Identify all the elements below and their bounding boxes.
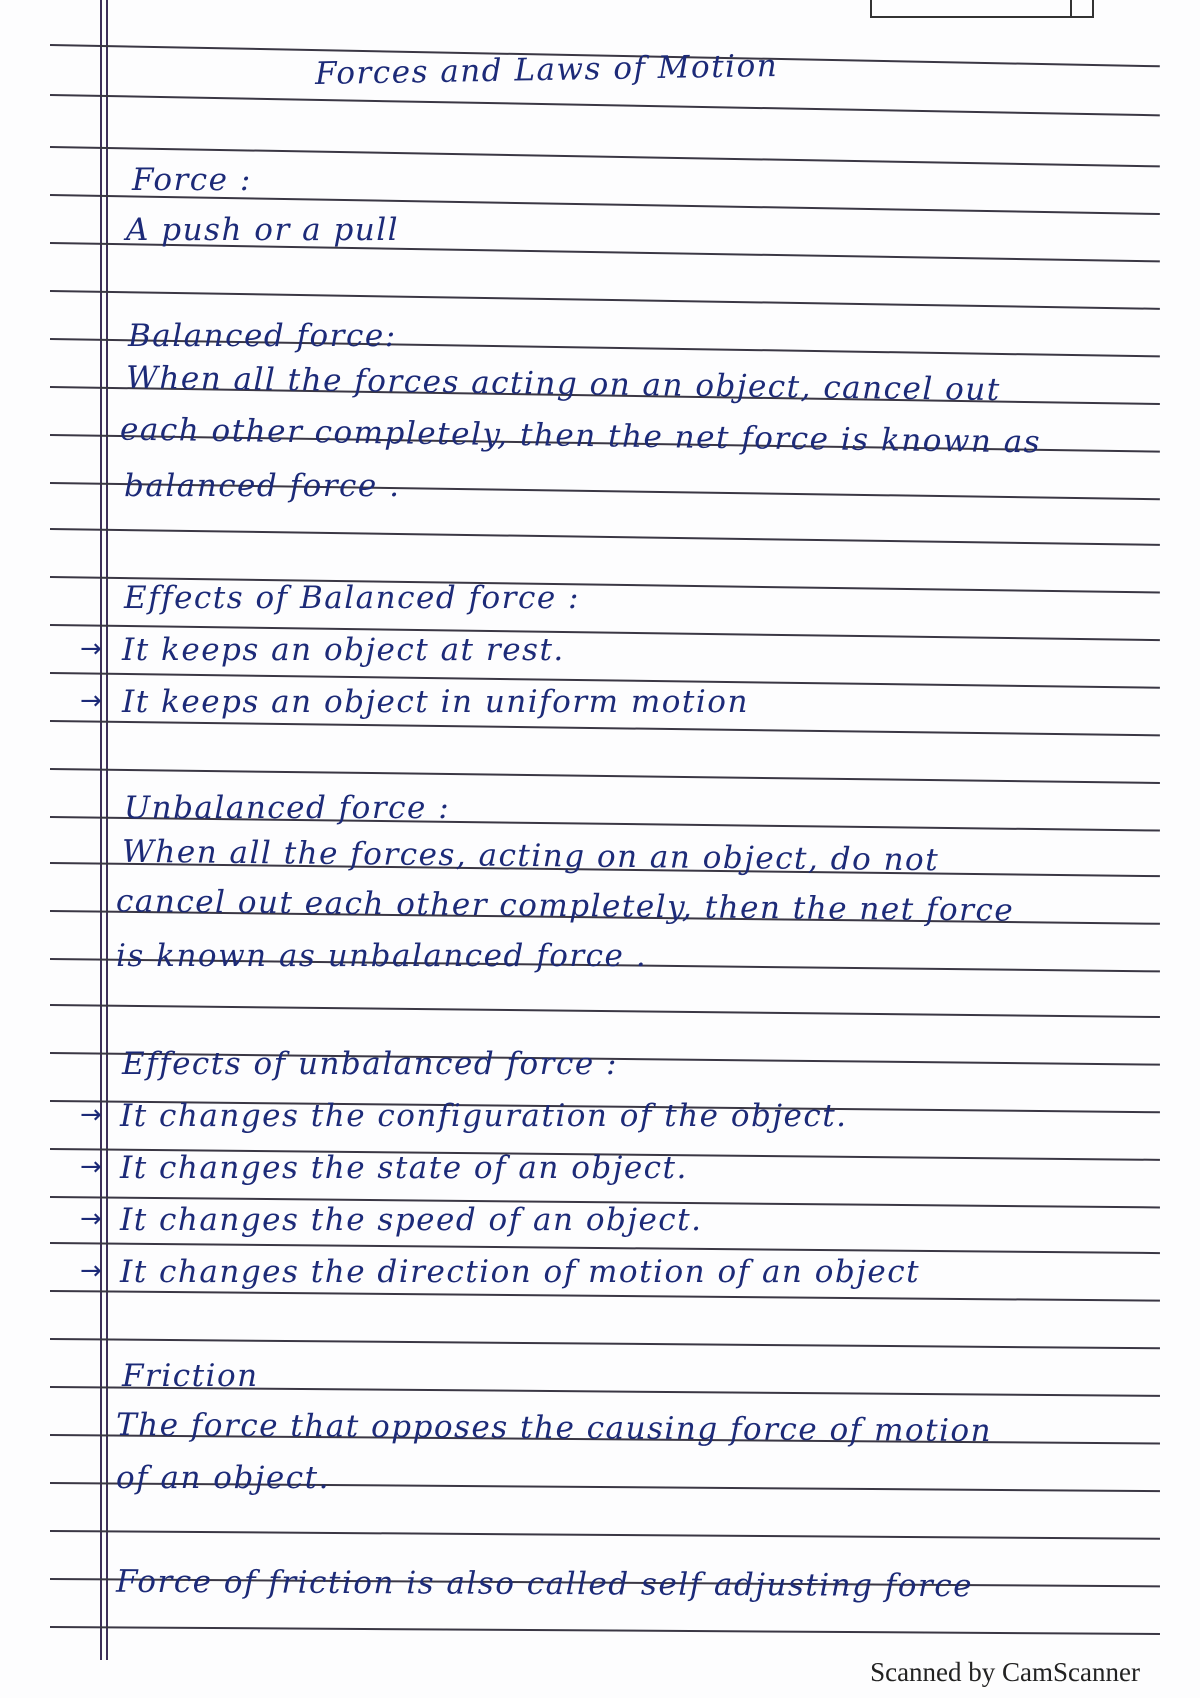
- friction-definition-line: The force that opposes the causing force of motion: [115, 1406, 993, 1450]
- ruled-line: [50, 94, 1160, 116]
- section-heading-friction: Friction: [122, 1358, 259, 1394]
- force-definition: A push or a pull: [126, 212, 400, 248]
- arrow-bullet-icon: →: [80, 686, 102, 716]
- arrow-bullet-icon: →: [80, 1100, 102, 1130]
- section-heading-effects-balanced: Effects of Balanced force :: [124, 580, 580, 616]
- margin-line: [106, 0, 108, 1660]
- bullet-item: It changes the direction of motion of an object: [120, 1254, 921, 1290]
- ruled-line: [50, 528, 1160, 546]
- bullet-item: It keeps an object in uniform motion: [122, 684, 749, 720]
- ruled-line: [50, 768, 1160, 784]
- arrow-bullet-icon: →: [80, 634, 102, 664]
- arrow-bullet-icon: →: [80, 1204, 102, 1234]
- bullet-item: It changes the configuration of the object.: [120, 1098, 848, 1134]
- self-adjusting-note: Force of friction is also called self adjusting force: [115, 1563, 974, 1605]
- section-heading-force: Force :: [132, 162, 252, 198]
- ruled-line: [50, 1004, 1160, 1018]
- section-heading-effects-unbalanced: Effects of unbalanced force :: [122, 1046, 618, 1082]
- unbalanced-definition-line: cancel out each other completely, then the net force: [115, 883, 1015, 929]
- bullet-item: It changes the speed of an object.: [120, 1202, 703, 1238]
- balanced-definition-line: When all the forces acting on an object, cancel out: [125, 359, 1001, 409]
- page-header-box: [870, 0, 1094, 18]
- unbalanced-definition-line: is known as unbalanced force .: [116, 938, 648, 974]
- ruled-line: [50, 1290, 1160, 1302]
- ruled-line: [50, 1242, 1160, 1254]
- bullet-item: It changes the state of an object.: [120, 1150, 688, 1186]
- margin-line: [100, 0, 102, 1660]
- page-title: Forces and Laws of Motion: [314, 47, 779, 93]
- scanner-watermark: Scanned by CamScanner: [870, 1657, 1140, 1687]
- bullet-item: It keeps an object at rest.: [122, 632, 565, 668]
- balanced-definition-line: each other completely, then the net force is known as: [119, 411, 1042, 461]
- ruled-line: [50, 1530, 1160, 1540]
- ruled-line: [50, 1626, 1160, 1635]
- ruled-line: [50, 290, 1160, 310]
- ruled-line: [50, 1338, 1160, 1349]
- page-header-box-divider: [1070, 0, 1072, 16]
- arrow-bullet-icon: →: [80, 1256, 102, 1286]
- balanced-definition-line: balanced force .: [124, 468, 401, 504]
- ruled-line: [50, 720, 1160, 736]
- arrow-bullet-icon: →: [80, 1152, 102, 1182]
- section-heading-balanced: Balanced force:: [128, 318, 397, 354]
- friction-definition-line: of an object.: [116, 1460, 330, 1496]
- section-heading-unbalanced: Unbalanced force :: [124, 790, 451, 826]
- unbalanced-definition-line: When all the forces, acting on an object, do not: [121, 833, 940, 879]
